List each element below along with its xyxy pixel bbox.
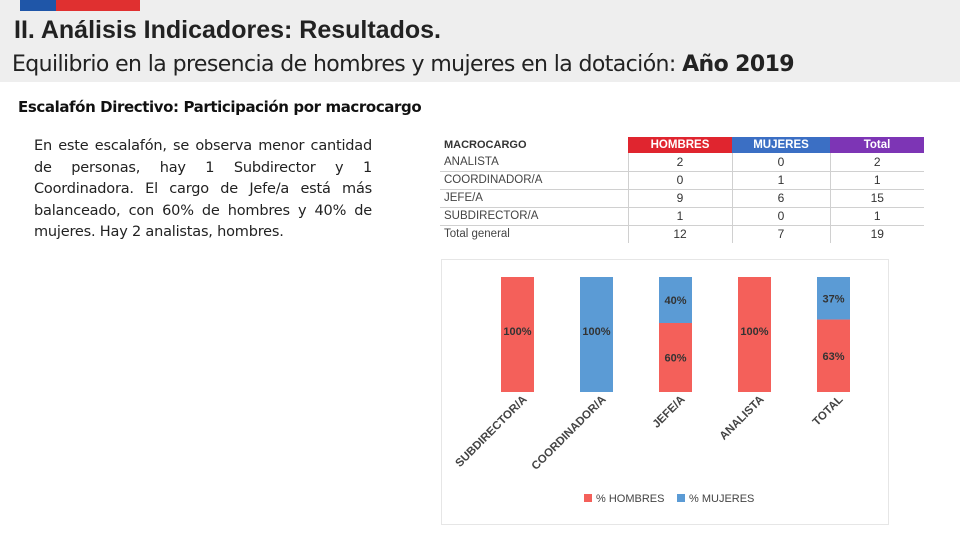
table-row: [440, 189, 924, 207]
cell-total: 1: [830, 207, 924, 225]
cell-mujeres: 1: [732, 171, 830, 189]
table-row: [440, 153, 924, 171]
section-title: Escalafón Directivo: Participación por macrocargo: [18, 98, 422, 116]
macrocargo-table: [440, 137, 924, 244]
cell-hombres: 9: [628, 189, 732, 207]
cell-mujeres: 0: [732, 207, 830, 225]
header-macrocargo: MACROCARGO: [440, 137, 628, 153]
legend-label-hombres: % HOMBRES: [596, 493, 665, 505]
cell-label: COORDINADOR/A: [440, 171, 628, 189]
category-label: ANALISTA: [717, 393, 767, 443]
cell-hombres: 0: [628, 171, 732, 189]
table-row: [440, 171, 924, 189]
cell-hombres: 2: [628, 153, 732, 171]
table-row-total: [440, 225, 924, 243]
legend-label-mujeres: % MUJERES: [689, 493, 755, 505]
table-row: [440, 207, 924, 225]
subtitle-main: Equilibrio en la presencia de hombres y mujeres en la dotación:: [12, 52, 676, 77]
header-total: Total: [830, 137, 924, 153]
flag-stripe-blue: [20, 0, 56, 11]
stacked-percent-bar-chart: [441, 259, 889, 525]
cell-total: 1: [830, 171, 924, 189]
cell-total: 19: [830, 225, 924, 243]
cell-label: JEFE/A: [440, 189, 628, 207]
category-label: SUBDIRECTOR/A: [453, 393, 530, 470]
cell-hombres: 12: [628, 225, 732, 243]
cell-mujeres: 0: [732, 153, 830, 171]
data-label-mujeres: 100%: [582, 326, 611, 338]
legend-swatch-hombres: [584, 494, 592, 502]
header-hombres: HOMBRES: [628, 137, 732, 153]
data-label-mujeres: 37%: [822, 293, 845, 306]
header-mujeres: MUJERES: [732, 137, 830, 153]
data-label-hombres: 100%: [503, 326, 532, 338]
category-label: COORDINADOR/A: [529, 393, 609, 473]
page-subtitle: [12, 52, 794, 77]
cell-mujeres: 7: [732, 225, 830, 243]
table-header-row: [440, 137, 924, 153]
legend-swatch-mujeres: [677, 494, 685, 502]
table-crop-mask: [436, 243, 936, 253]
flag-stripe-red: [56, 0, 140, 11]
cell-total: 15: [830, 189, 924, 207]
subtitle-year: Año 2019: [682, 52, 795, 77]
data-label-hombres: 100%: [740, 326, 769, 338]
category-label: JEFE/A: [650, 393, 688, 431]
cell-label: ANALISTA: [440, 153, 628, 171]
category-label: TOTAL: [810, 393, 846, 429]
page-title: II. Análisis Indicadores: Resultados.: [14, 16, 441, 44]
body-paragraph: En este escalafón, se observa menor cantidad de personas, hay 1 Subdirector y 1 Coordinadora. El cargo de Jefe/a está más balanceado, con 60% de hombres y 40% de mujeres. Hay 2 analistas, hombres.: [34, 138, 372, 240]
data-label-hombres: 63%: [822, 350, 845, 363]
cell-mujeres: 6: [732, 189, 830, 207]
cell-hombres: 1: [628, 207, 732, 225]
data-label-hombres: 60%: [664, 352, 687, 365]
data-label-mujeres: 40%: [664, 295, 687, 307]
cell-label: SUBDIRECTOR/A: [440, 207, 628, 225]
cell-total: 2: [830, 153, 924, 171]
cell-label: Total general: [440, 225, 628, 243]
